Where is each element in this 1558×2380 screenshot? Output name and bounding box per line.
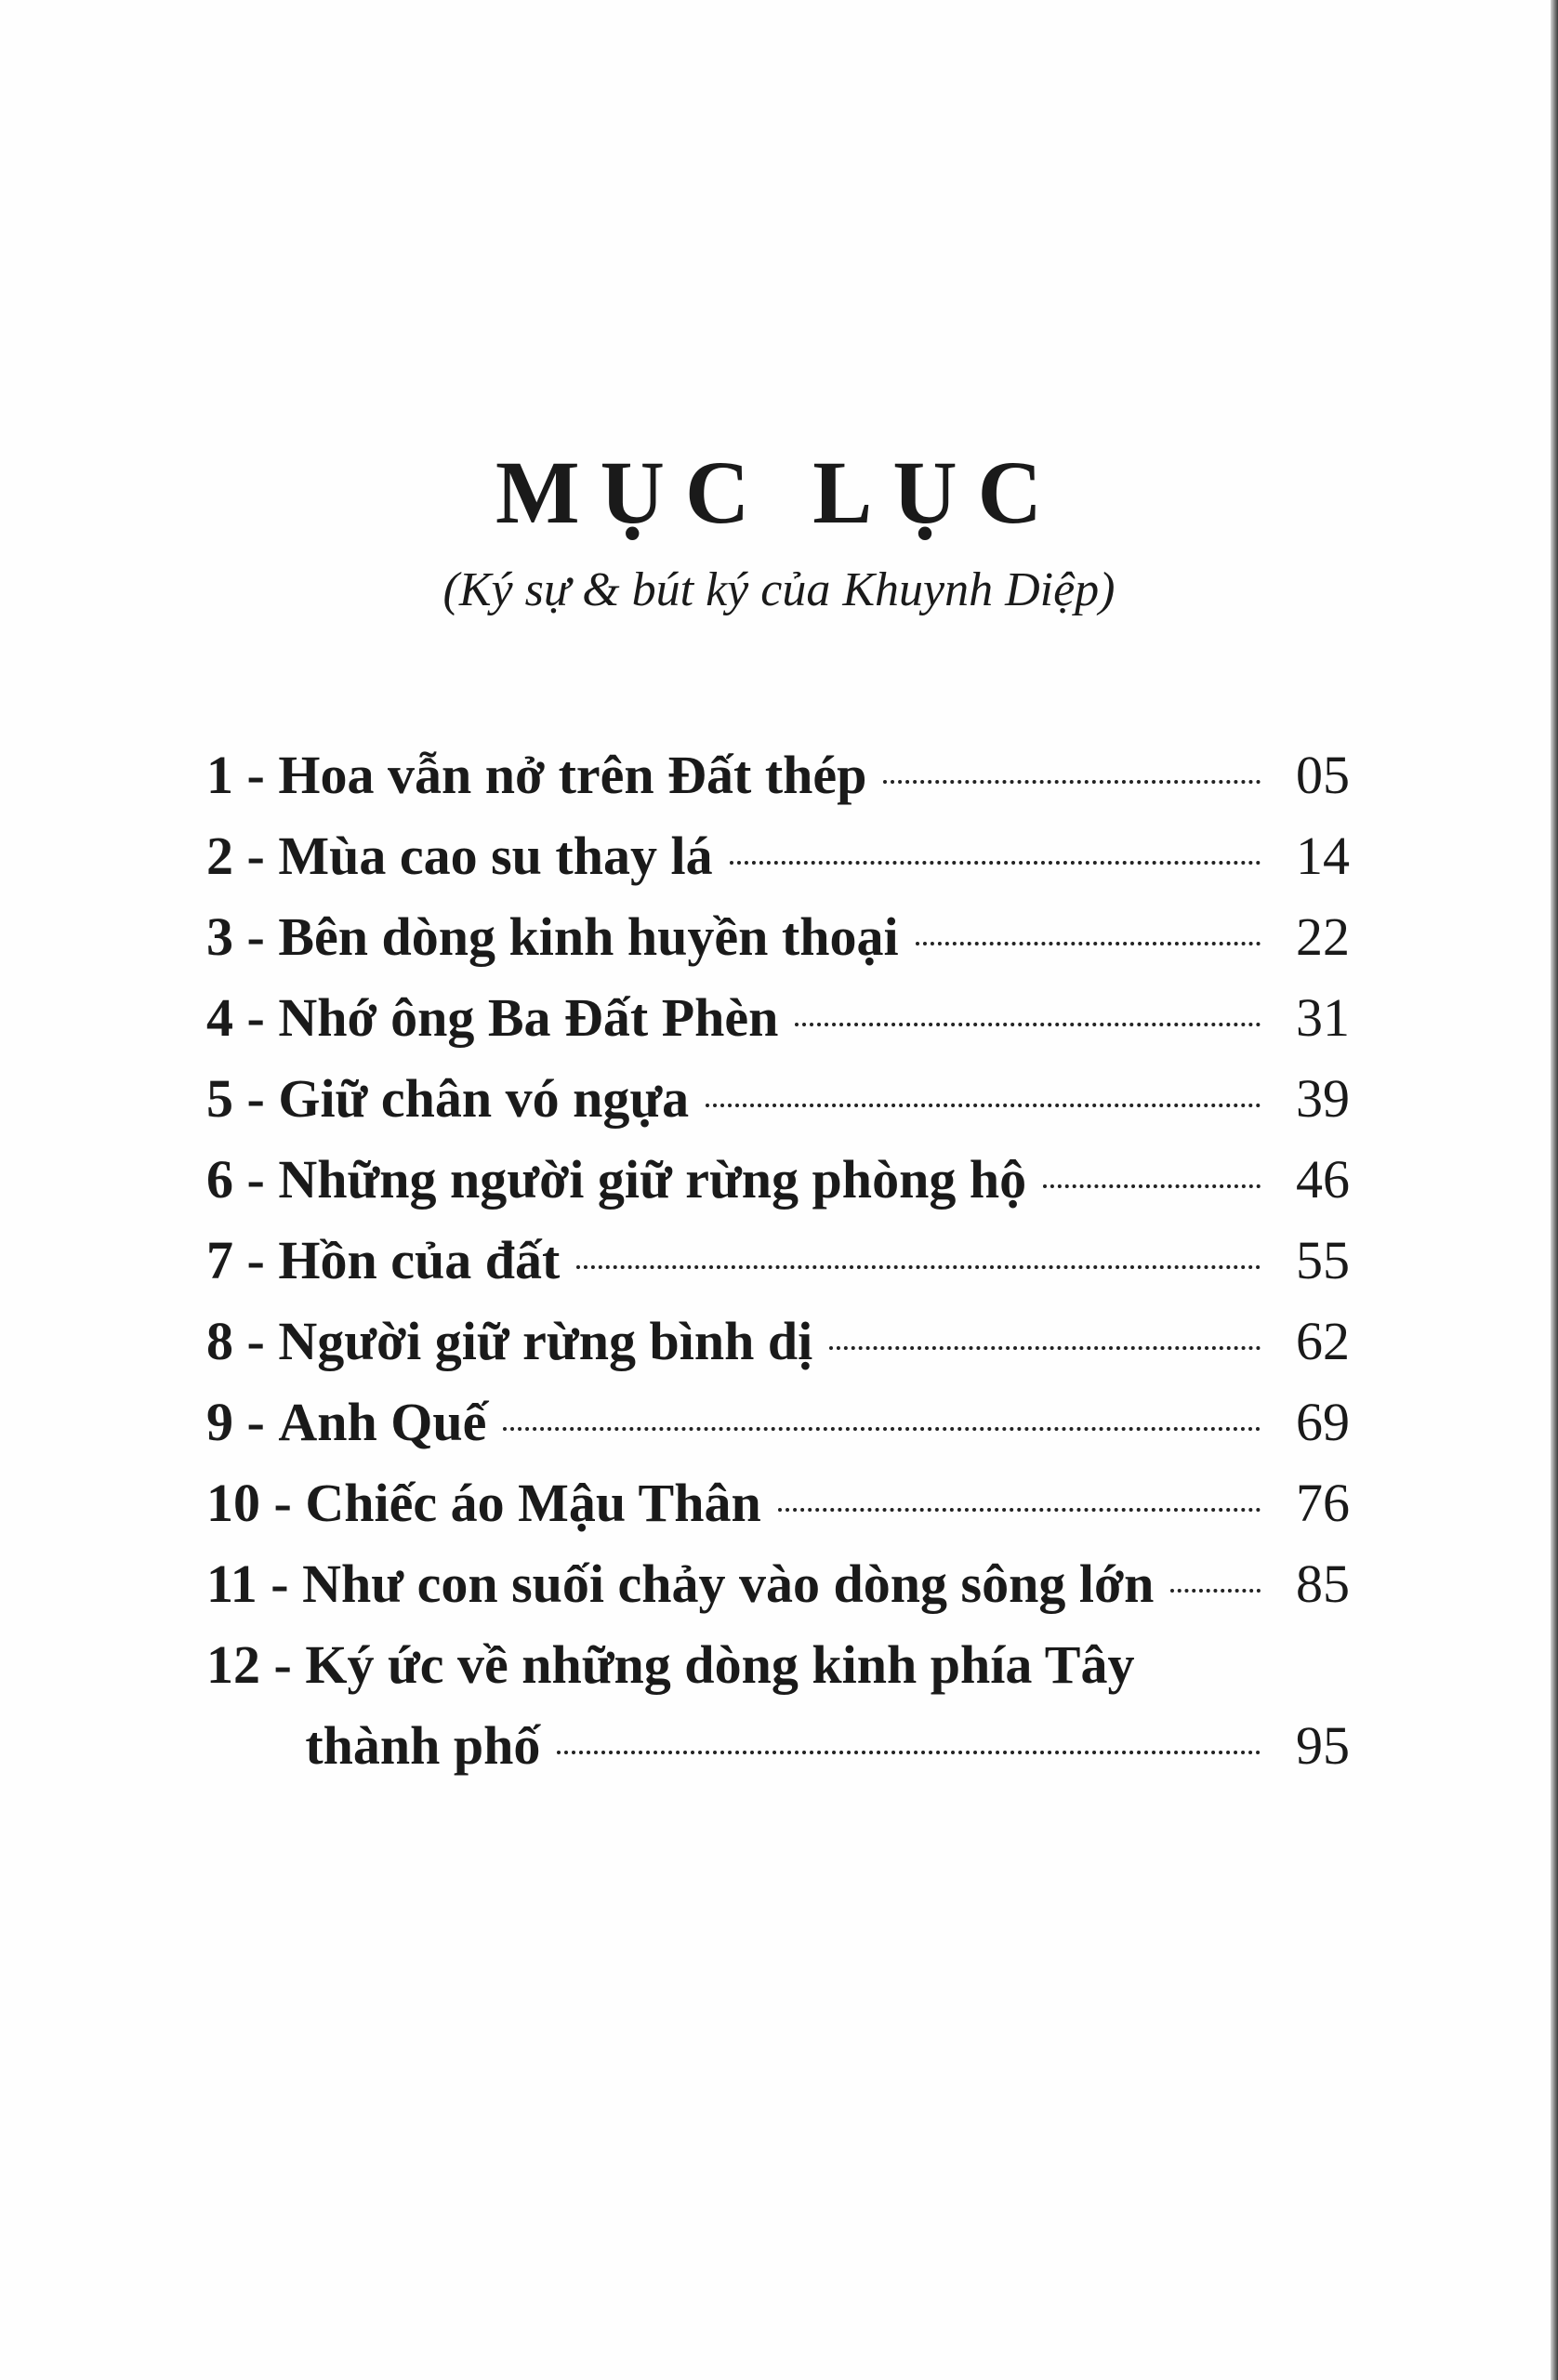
toc-entry-title: Người giữ rừng bình dị bbox=[278, 1311, 813, 1371]
toc-entry-title: Anh Quế bbox=[278, 1392, 487, 1452]
toc-entry-number: 5 - bbox=[206, 1068, 279, 1129]
toc-entry-title: Như con suối chảy vào dòng sông lớn bbox=[302, 1554, 1155, 1614]
toc-entry-2 bbox=[206, 815, 1350, 896]
toc-entry-page: 39 bbox=[1296, 1068, 1350, 1129]
scan-edge bbox=[1551, 0, 1558, 2380]
toc-entry-page: 46 bbox=[1296, 1149, 1350, 1210]
toc-entry-page: 76 bbox=[1296, 1473, 1350, 1533]
toc-entry-page: 22 bbox=[1296, 906, 1350, 967]
toc-entry-number: 4 - bbox=[206, 987, 279, 1048]
toc-entry-page: 14 bbox=[1296, 826, 1350, 886]
toc-entry-title: Giữ chân vó ngựa bbox=[278, 1068, 690, 1129]
toc-entry-number: 9 - bbox=[206, 1392, 279, 1452]
toc-entry-page: 05 bbox=[1296, 745, 1350, 805]
toc-entry-title: Mùa cao su thay lá bbox=[278, 826, 713, 886]
toc-entry-number: 11 - bbox=[206, 1554, 303, 1614]
toc-entry-6 bbox=[206, 1139, 1350, 1220]
dot-leader bbox=[503, 1427, 1261, 1431]
toc-entry-12-continued bbox=[206, 1705, 1350, 1786]
toc-entry-4 bbox=[206, 977, 1350, 1058]
toc-entry-title-continued: thành phố bbox=[305, 1715, 541, 1776]
toc-entry-title: Hoa vẫn nở trên Đất thép bbox=[278, 745, 867, 805]
toc-entry-title: Nhớ ông Ba Đất Phèn bbox=[278, 987, 779, 1048]
toc-entry-3 bbox=[206, 896, 1350, 977]
toc-entry-number: 7 - bbox=[206, 1230, 279, 1290]
dot-leader bbox=[557, 1751, 1261, 1754]
dot-leader bbox=[778, 1508, 1261, 1512]
toc-entry-title: Hồn của đất bbox=[278, 1230, 561, 1290]
toc-entry-number: 8 - bbox=[206, 1311, 279, 1371]
toc-entry-number: 6 - bbox=[206, 1149, 279, 1210]
toc-entry-number: 1 - bbox=[206, 745, 279, 805]
table-of-contents bbox=[206, 734, 1350, 1786]
dot-leader bbox=[706, 1104, 1261, 1107]
toc-entry-page: 85 bbox=[1296, 1554, 1350, 1614]
dot-leader bbox=[1043, 1184, 1261, 1188]
dot-leader bbox=[829, 1346, 1261, 1350]
toc-entry-title: Chiếc áo Mậu Thân bbox=[305, 1473, 761, 1533]
toc-entry-number: 2 - bbox=[206, 826, 279, 886]
dot-leader bbox=[916, 942, 1261, 945]
toc-entry-11 bbox=[206, 1543, 1350, 1624]
page-title: MỤC LỤC bbox=[495, 443, 1063, 542]
toc-entry-10 bbox=[206, 1462, 1350, 1543]
toc-entry-number: 12 - bbox=[206, 1634, 306, 1695]
toc-entry-page: 31 bbox=[1296, 987, 1350, 1048]
page-subtitle: (Ký sự & bút ký của Khuynh Diệp) bbox=[442, 563, 1116, 616]
toc-entry-8 bbox=[206, 1301, 1350, 1382]
toc-entry-9 bbox=[206, 1382, 1350, 1462]
dot-leader bbox=[883, 780, 1261, 784]
toc-entry-title: Bên dòng kinh huyền thoại bbox=[278, 906, 899, 967]
toc-entry-page: 69 bbox=[1296, 1392, 1350, 1452]
toc-entry-12 bbox=[206, 1624, 1350, 1705]
toc-entry-title: Ký ức về những dòng kinh phía Tây bbox=[305, 1634, 1135, 1695]
toc-entry-number: 3 - bbox=[206, 906, 279, 967]
dot-leader bbox=[576, 1265, 1261, 1269]
toc-entry-page: 62 bbox=[1296, 1311, 1350, 1371]
toc-entry-page: 55 bbox=[1296, 1230, 1350, 1290]
toc-entry-5 bbox=[206, 1058, 1350, 1139]
toc-entry-1 bbox=[206, 734, 1350, 815]
toc-entry-page: 95 bbox=[1296, 1715, 1350, 1776]
dot-leader bbox=[795, 1023, 1261, 1026]
toc-entry-7 bbox=[206, 1220, 1350, 1301]
toc-entry-title: Những người giữ rừng phòng hộ bbox=[278, 1149, 1027, 1210]
toc-entry-number: 10 - bbox=[206, 1473, 306, 1533]
dot-leader bbox=[730, 861, 1261, 865]
dot-leader bbox=[1170, 1589, 1261, 1593]
